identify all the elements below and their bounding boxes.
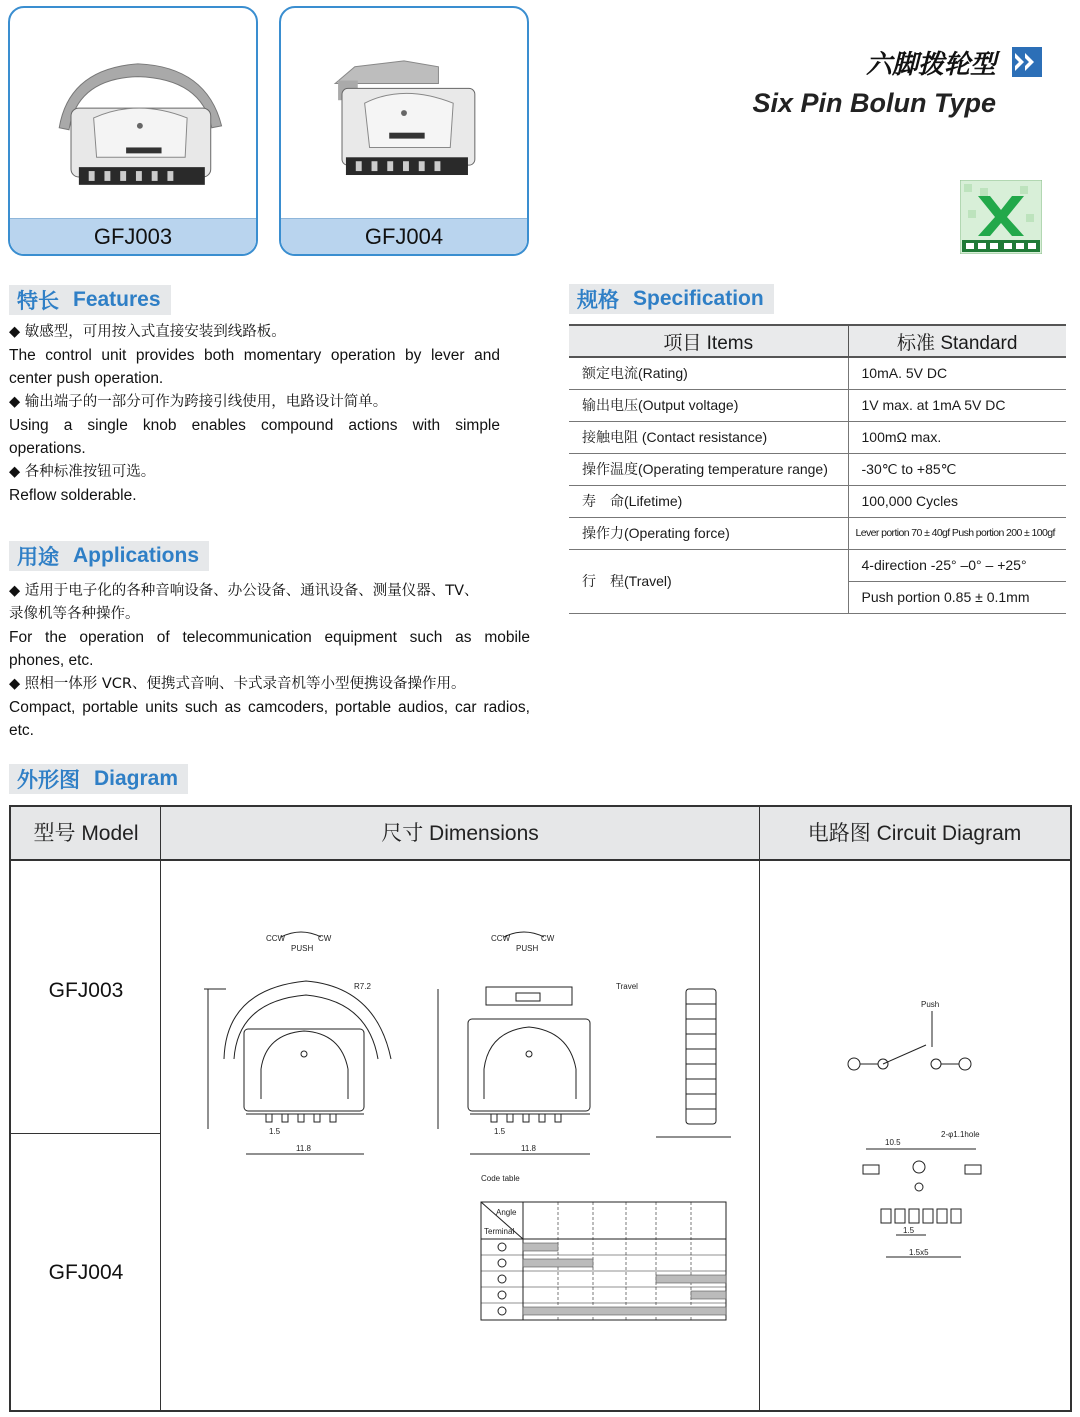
feature-item-en: center push operation. <box>9 370 164 387</box>
spec-value: 10mA. 5V DC <box>848 357 1066 389</box>
application-item-cn: 照相一体形 VCR、便携式音响、卡式录音机等小型便携设备操作用。 <box>24 676 466 692</box>
spec-col-items: 项目 Items <box>569 325 848 357</box>
product-card-gfj003 <box>8 6 258 256</box>
spec-item: 寿 命(Lifetime) <box>569 485 848 517</box>
applications-text <box>9 579 530 742</box>
spec-item: 额定电流(Rating) <box>569 357 848 389</box>
diamond-bullet-icon: ◆ <box>9 394 25 410</box>
dim-label: R7.2 <box>354 982 371 991</box>
pcb-layout <box>863 1130 981 1223</box>
dim-label: 11.8 <box>521 1144 536 1153</box>
dim-label: CCW <box>266 934 286 943</box>
table-row <box>569 389 1066 421</box>
dim-label: CCW <box>491 934 511 943</box>
side-view <box>656 989 731 1137</box>
application-item-cn: 适用于电子化的各种音响设备、办公设备、通讯设备、测量仪器、TV、 <box>24 583 479 599</box>
application-item-cn: 录像机等各种操作。 <box>9 606 140 622</box>
spec-value: Push portion 0.85 ± 0.1mm <box>848 581 1066 613</box>
dim-label: Code table <box>481 1174 520 1183</box>
dim-label: Terminal <box>484 1227 515 1236</box>
circuit-label: Push <box>921 1000 940 1009</box>
diamond-bullet-icon: ◆ <box>9 464 25 480</box>
diamond-bullet-icon: ◆ <box>9 583 25 599</box>
spec-col-standard: 标准 Standard <box>848 325 1066 357</box>
circuit-label: 1.5 <box>903 1227 915 1235</box>
spec-item: 输出电压(Output voltage) <box>569 389 848 421</box>
table-row <box>569 453 1066 485</box>
dim-label: 11.8 <box>296 1144 311 1153</box>
double-arrow-icon <box>1012 47 1042 77</box>
spec-item: 操作温度(Operating temperature range) <box>569 453 848 485</box>
diagram-col-circuit: 电路图 Circuit Diagram <box>759 807 1070 861</box>
applications-heading-en: Applications <box>73 544 200 567</box>
features-heading <box>9 285 171 315</box>
feature-item-en: Using a single knob enables compound actions with simple <box>9 417 500 434</box>
divider <box>160 807 161 1410</box>
feature-item-cn: 敏感型，可用按入式直接安装到线路板。 <box>24 324 286 340</box>
spec-item: 行 程(Travel) <box>569 549 848 613</box>
dim-label: Angle <box>496 1208 517 1217</box>
spec-value: -30℃ to +85℃ <box>848 453 1066 485</box>
switch-symbol <box>848 1000 971 1070</box>
table-row <box>569 421 1066 453</box>
divider <box>759 807 760 1410</box>
diagram-heading <box>9 764 188 794</box>
feature-item-en: Reflow solderable. <box>9 487 137 504</box>
dim-label: PUSH <box>516 944 539 953</box>
code-table <box>481 1174 726 1320</box>
dim-label: CW <box>318 934 332 943</box>
front-view-gfj003 <box>204 932 391 1154</box>
diamond-bullet-icon: ◆ <box>9 324 25 340</box>
table-row <box>569 517 1066 549</box>
diagram-heading-en: Diagram <box>94 767 179 790</box>
features-heading-cn: 特长 <box>17 289 59 313</box>
feature-item-en: The control unit provides both momentary operation by lever and <box>9 347 500 364</box>
applications-heading <box>9 541 209 571</box>
lead-free-logo <box>960 180 1042 254</box>
specification-table <box>569 324 1066 614</box>
feature-item-en: operations. <box>9 440 86 457</box>
product-name: GFJ004 <box>281 218 527 254</box>
circuit-drawing <box>801 987 1041 1227</box>
application-item-en: Compact, portable units such as camcoders, portable audios, car radios, <box>9 699 530 716</box>
circuit-label: 10.5 <box>885 1138 901 1147</box>
spec-value: 100,000 Cycles <box>848 485 1066 517</box>
product-photo-gfj003 <box>10 8 256 220</box>
circuit-label: 2-φ1.1hole <box>941 1130 980 1139</box>
diagram-col-dimensions: 尺寸 Dimensions <box>161 807 759 861</box>
spec-value: 1V max. at 1mA 5V DC <box>848 389 1066 421</box>
application-item-en: For the operation of telecommunication equipment such as mobile <box>9 629 530 646</box>
dim-label: 1.5 <box>494 1127 506 1136</box>
applications-heading-cn: 用途 <box>17 545 59 569</box>
divider <box>11 1133 161 1134</box>
diagram-col-model: 型号 Model <box>11 807 161 861</box>
diagram-heading-cn: 外形图 <box>17 768 80 792</box>
features-text <box>9 320 500 507</box>
specification-heading-cn: 规格 <box>577 288 619 312</box>
spec-value: 100mΩ max. <box>848 421 1066 453</box>
page-title-cn: 六脚拨轮型 <box>865 50 996 80</box>
application-item-en: phones, etc. <box>9 652 94 669</box>
circuit-label: 1.5x5 <box>909 1248 929 1257</box>
page-title-en: Six Pin Bolun Type <box>752 88 996 118</box>
table-row <box>569 549 1066 581</box>
model-gfj003: GFJ003 <box>48 979 124 1002</box>
specification-heading <box>569 284 774 314</box>
specification-heading-en: Specification <box>633 287 764 310</box>
application-item-en: etc. <box>9 722 34 739</box>
dim-label: PUSH <box>291 944 314 953</box>
dim-label: CW <box>541 934 555 943</box>
product-name: GFJ003 <box>10 218 256 254</box>
dim-label: Travel <box>616 982 638 991</box>
feature-item-cn: 各种标准按钮可选。 <box>24 464 156 480</box>
spec-value: Lever portion 70 ± 40gf Push portion 200 ± 100gf <box>848 517 1066 549</box>
feature-item-cn: 输出端子的一部分可作为跨接引线使用，电路设计简单。 <box>24 394 388 410</box>
features-heading-en: Features <box>73 288 161 311</box>
pcb-layout-dims <box>801 1227 1041 1287</box>
dimension-drawing <box>186 919 746 1329</box>
table-row <box>569 485 1066 517</box>
diagram-table <box>9 805 1072 1412</box>
model-gfj004: GFJ004 <box>48 1261 124 1284</box>
product-photo-gfj004 <box>281 8 527 220</box>
spec-value: 4-direction -25° –0° – +25° <box>848 549 1066 581</box>
table-row <box>569 357 1066 389</box>
spec-item: 接触电阻 (Contact resistance) <box>569 421 848 453</box>
diamond-bullet-icon: ◆ <box>9 676 25 692</box>
product-card-gfj004 <box>279 6 529 256</box>
spec-item: 操作力(Operating force) <box>569 517 848 549</box>
dim-label: 1.5 <box>269 1127 281 1136</box>
front-view-gfj004 <box>438 932 638 1154</box>
